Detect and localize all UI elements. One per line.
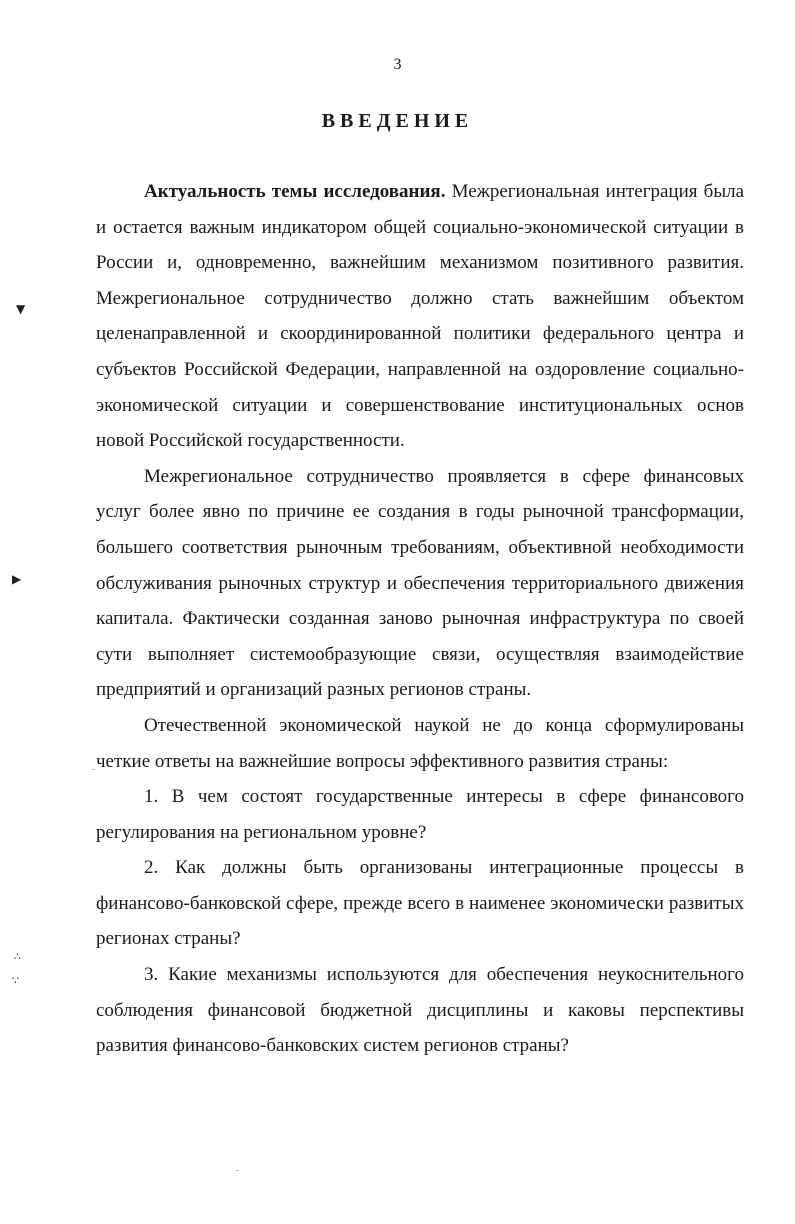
paragraph-relevance bbox=[96, 174, 744, 459]
scan-mark: ▶ bbox=[12, 572, 22, 586]
paragraph-questions-intro: Отечественной экономической наукой не до конца сформулированы четкие ответы на важнейшие вопросы эффективного развития страны: bbox=[96, 714, 744, 772]
list-item-question-1: 1. В чем состоят государственные интересы в сфере финансового регулирования на региональном уровне? bbox=[96, 786, 744, 843]
list-item-question-2: 2. Как должны быть организованы интеграционные процессы в финансово-банковской сфере, прежде всего в наименее экономически развитых регионах страны? bbox=[96, 857, 744, 950]
scan-mark: ▼ bbox=[16, 302, 26, 316]
section-heading: ВВЕДЕНИЕ bbox=[321, 110, 474, 132]
scan-speck bbox=[92, 769, 95, 770]
paragraph-cooperation: Межрегиональное сотрудничество проявляется в сфере финансовых услуг более явно по причине ее создания в годы рыночной трансформации, большего соответствия рыночным требованиям, объективной необходимости обслуживания рыночных структур и обеспечения территориального движения капитала. Фактически созданная заново рыночная инфраструктура по своей сути выполняет системообразующие связи, осуществляя взаимодействие предприятий и организаций разных регионов страны. bbox=[96, 465, 744, 701]
scan-mark: ∵ bbox=[12, 974, 19, 987]
list-item-question-3: 3. Какие механизмы используются для обеспечения неукоснительного соблюдения финансовой бюджетной дисциплины и каковы перспективы развития финансово-банковских систем регионов страны? bbox=[96, 964, 744, 1057]
scan-speck bbox=[236, 1170, 239, 1171]
body-text bbox=[96, 174, 744, 1064]
scan-mark: ∴ bbox=[14, 950, 21, 963]
page-number: 3 bbox=[393, 56, 402, 73]
paragraph-text: Межрегиональная интеграция была и остается важным индикатором общей социально-экономической ситуации в России и, одновременно, важнейшим механизмом позитивного развития. Межрегиональное сотрудничество должно стать важнейшим объектом целенаправленной и скоординированной политики федерального центра и субъектов Российской Федерации, направленной на оздоровление социально-экономической ситуации и совершенствование институциональных основ новой Российской государственности. bbox=[96, 181, 745, 452]
paragraph-lead: Актуальность темы исследования. bbox=[144, 181, 446, 202]
